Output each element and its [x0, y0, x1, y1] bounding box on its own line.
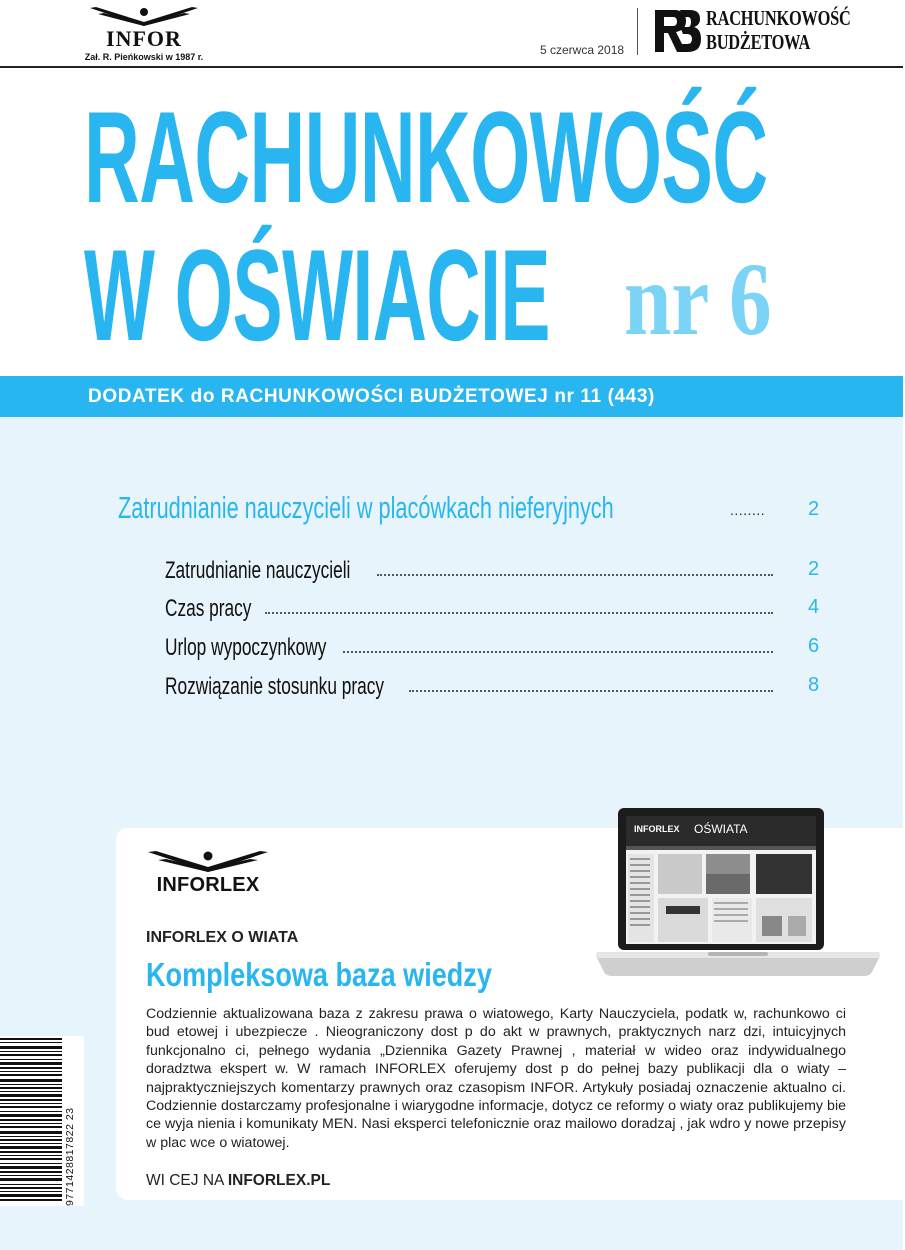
ad-kicker: INFORLEX O WIATA: [146, 929, 299, 946]
toc-item-label: Rozwiązanie stosunku pracy: [165, 673, 387, 701]
toc-item-page: 6: [808, 635, 820, 657]
barcode: [0, 1036, 84, 1206]
laptop-illustration: [596, 806, 880, 982]
issue-number: nr 6: [624, 242, 772, 357]
toc-item[interactable]: [165, 595, 830, 623]
toc-leader: [265, 612, 773, 614]
ad-heading: Kompleksowa baza wiedzy: [146, 956, 492, 993]
toc-item[interactable]: [165, 557, 830, 585]
toc-main-title: Zatrudnianie nauczycieli w placówkach nieferyjnych: [118, 490, 614, 525]
toc-item[interactable]: [165, 673, 830, 701]
brand-line-1: RACHUNKOWOŚĆ: [706, 6, 851, 30]
inforlex-wordmark: INFORLEX: [156, 874, 260, 896]
barcode-digits: 9771428817822 23: [64, 1107, 76, 1206]
toc-item-page: 4: [808, 596, 820, 618]
header-rule: [0, 66, 903, 68]
inforlex-wings-icon: [146, 848, 270, 876]
toc-item[interactable]: [165, 634, 830, 662]
toc-leader: [343, 651, 773, 653]
brand-line-2: BUDŻETOWA: [706, 30, 811, 54]
toc-item-page: 2: [808, 558, 820, 580]
infor-wordmark: INFOR: [106, 26, 182, 51]
ad-more-line: [146, 1172, 330, 1190]
issue-date: 5 czerwca 2018: [540, 43, 625, 57]
header-divider: [637, 8, 638, 55]
toc-item-label: Zatrudnianie nauczycieli: [165, 557, 353, 585]
laptop-screen-section: OŚWIATA: [694, 822, 748, 836]
toc-main-page: 2: [808, 498, 820, 520]
rb-monogram-icon: [652, 6, 702, 56]
title-line-1: RACHUNKOWOŚĆ: [84, 84, 768, 230]
supplement-text: DODATEK do RACHUNKOWOŚCI BUDŻETOWEJ nr 11 (443): [88, 386, 655, 407]
toc-item-label: Urlop wypoczynkowy: [165, 634, 329, 662]
barcode-icon: [0, 1036, 62, 1206]
toc-leader: [377, 574, 773, 576]
page-header: [0, 0, 905, 70]
toc-item-page: 8: [808, 674, 820, 696]
toc-item-label: Czas pracy: [165, 595, 254, 623]
supplement-band: [0, 376, 903, 417]
toc-main-leader: ........: [730, 502, 766, 518]
toc-main-entry[interactable]: [118, 490, 828, 526]
infor-logo: [82, 4, 206, 64]
toc-leader: [409, 690, 773, 692]
ad-body-text: Codziennie aktualizowana baza z zakresu prawa o wiatowego, Karty Nauczyciela, podatk w, rachunkowo ci bud etowej i ubezpiecze . Nieograniczony dost p do akt w prawnych, praktycznych narz dzi, intuicyjnych funkcjonalno ci, pełnego wydania „Dziennika Gazety Prawnej , materiał w wideo oraz indywidualnego doradztwa ekspert w. W ramach INFORLEX oferujemy dost p do pełnej bazy publikacji dla o wiaty – najpraktyczniejszych komentarzy prawnych oraz czasopism INFOR. Artykuły posiadaj oznaczenie aktualno ci. Codziennie dostarczamy profesjonalne i wiarygodne informacje, dotycz ce reformy o wiaty oraz publikujemy bie ce wyja nienia i komunikaty MEN. Nasi eksperci telefonicznie oraz mailowo doradzaj , jak wdro y nowe przepisy w plac wce o wiatowej.: [146, 1006, 846, 1151]
title-line-2: W OŚWIACIE: [84, 222, 550, 368]
infor-subtitle: Zał. R. Pieńkowski w 1987 r.: [84, 52, 204, 62]
inforlex-link[interactable]: INFORLEX.PL: [227, 1172, 331, 1189]
laptop-screen-logo: INFORLEX: [634, 824, 680, 834]
inforlex-logo: [146, 848, 270, 900]
rachunkowosc-budzetowa-logo: [652, 6, 872, 58]
ad-more-prefix: WI CEJ NA: [146, 1172, 228, 1189]
